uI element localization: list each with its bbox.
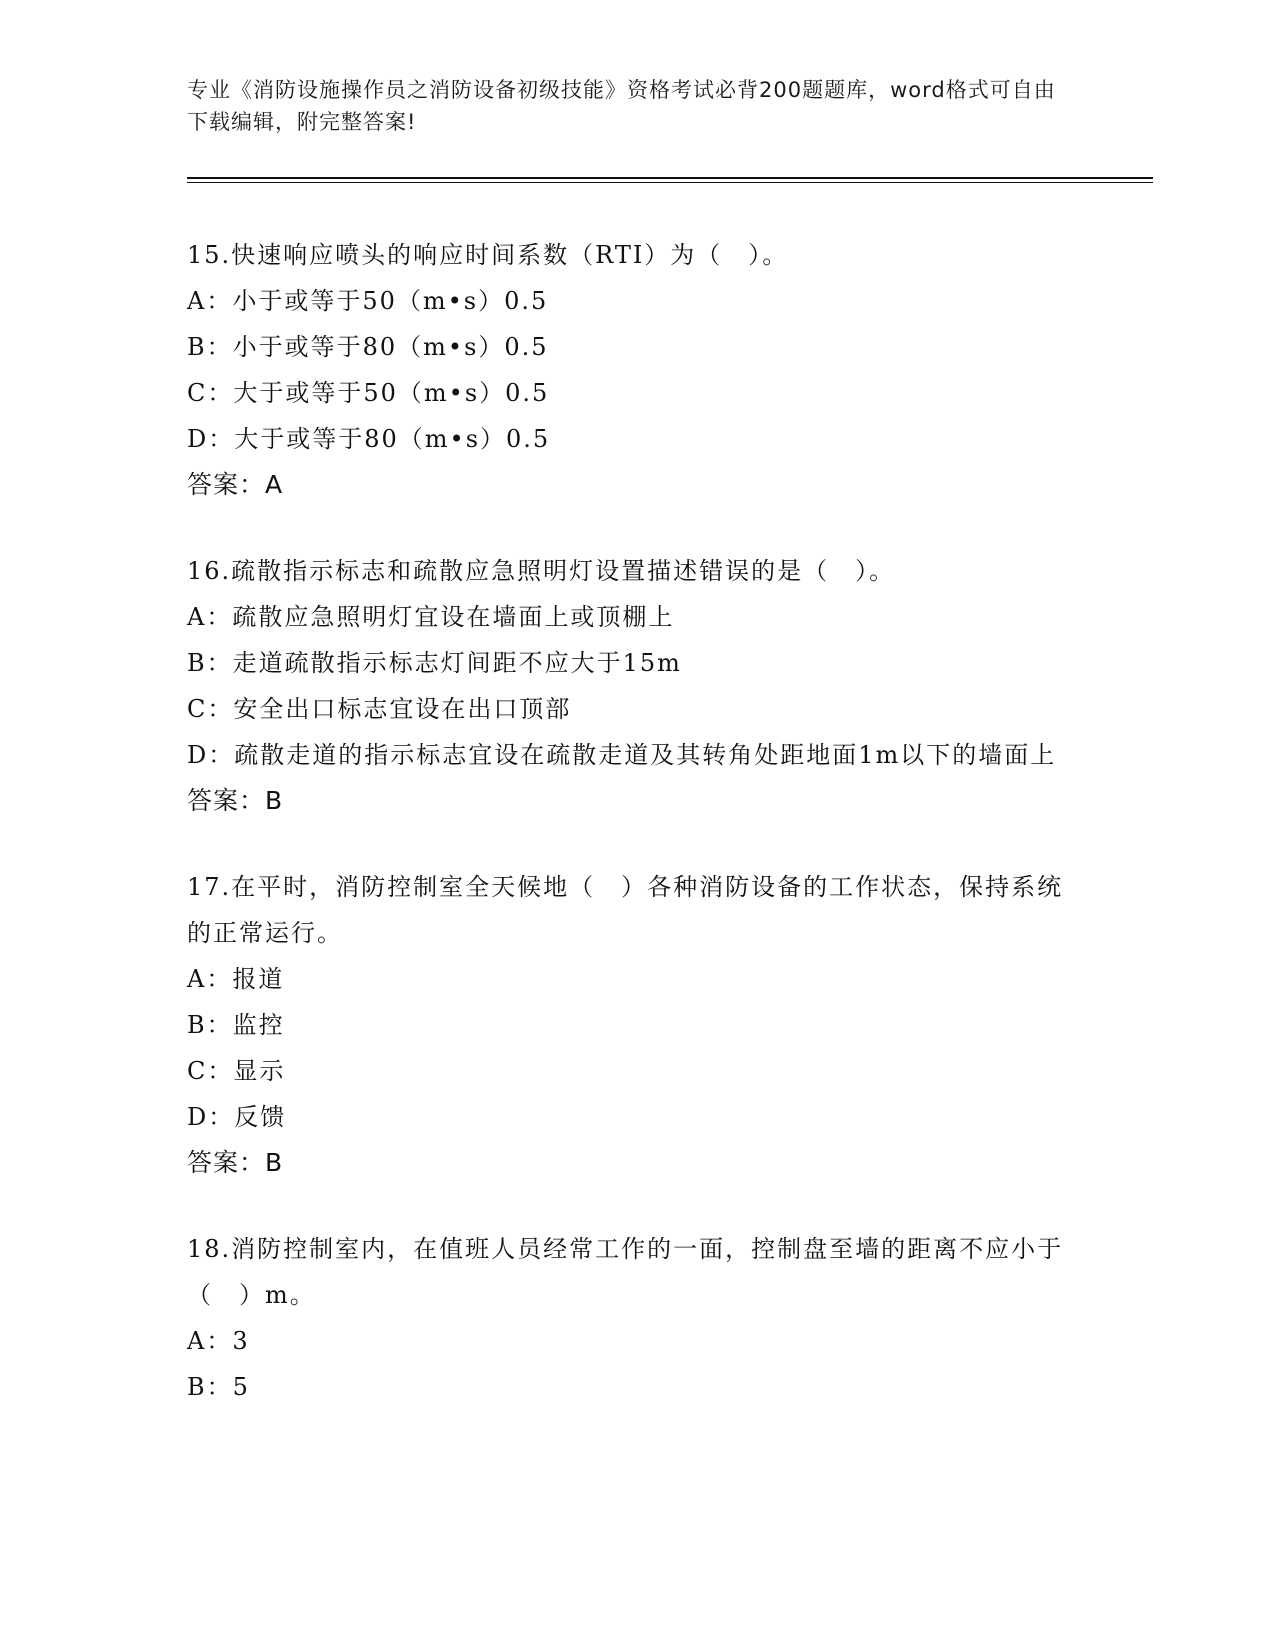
question-15 [187, 232, 1087, 508]
header-rule-thick [187, 177, 1153, 179]
question-stem: 16.疏散指示标志和疏散应急照明灯设置描述错误的是（ ）。 [187, 557, 896, 585]
question-stem: 18.消防控制室内，在值班人员经常工作的一面，控制盘至墙的距离不应小于（ ）m。 [187, 1235, 1064, 1309]
answer-line [187, 778, 1087, 824]
option-d: D：大于或等于80（m•s）0.5 [187, 425, 551, 453]
answer-value: B [265, 786, 284, 815]
answer-label: 答案： [187, 1148, 266, 1177]
question-stem: 17.在平时，消防控制室全天候地（ ）各种消防设备的工作状态，保持系统的正常运行。 [187, 873, 1064, 947]
question-18 [187, 1226, 1087, 1410]
answer-line [187, 462, 1087, 508]
option-b: B：小于或等于80（m•s）0.5 [187, 333, 549, 361]
header-rule-thin [187, 182, 1153, 183]
answer-label: 答案： [187, 786, 266, 815]
question-17 [187, 864, 1087, 1186]
question-list [187, 232, 1087, 1450]
option-a: A：小于或等于50（m•s）0.5 [187, 287, 549, 315]
answer-line [187, 1140, 1087, 1186]
document-header: 专业《消防设施操作员之消防设备初级技能》资格考试必背200题题库，word格式可自由下载编辑，附完整答案! [187, 78, 1056, 134]
option-c: C：显示 [187, 1057, 286, 1085]
option-b: B：监控 [187, 1011, 285, 1039]
option-a: A：疏散应急照明灯宜设在墙面上或顶棚上 [187, 603, 675, 631]
question-16 [187, 548, 1087, 824]
option-c: C：大于或等于50（m•s）0.5 [187, 379, 550, 407]
option-a: A：3 [187, 1327, 250, 1355]
option-c: C：安全出口标志宜设在出口顶部 [187, 695, 572, 723]
answer-value: A [265, 470, 284, 499]
answer-label: 答案： [187, 470, 266, 499]
answer-value: B [265, 1148, 284, 1177]
option-d: D：反馈 [187, 1103, 287, 1131]
question-stem: 15.快速响应喷头的响应时间系数（RTI）为（ ）。 [187, 241, 789, 269]
option-b: B：5 [187, 1373, 250, 1401]
option-b: B：走道疏散指示标志灯间距不应大于15m [187, 649, 682, 677]
option-a: A：报道 [187, 965, 285, 993]
option-d: D：疏散走道的指示标志宜设在疏散走道及其转角处距地面1m以下的墙面上 [187, 741, 1057, 769]
